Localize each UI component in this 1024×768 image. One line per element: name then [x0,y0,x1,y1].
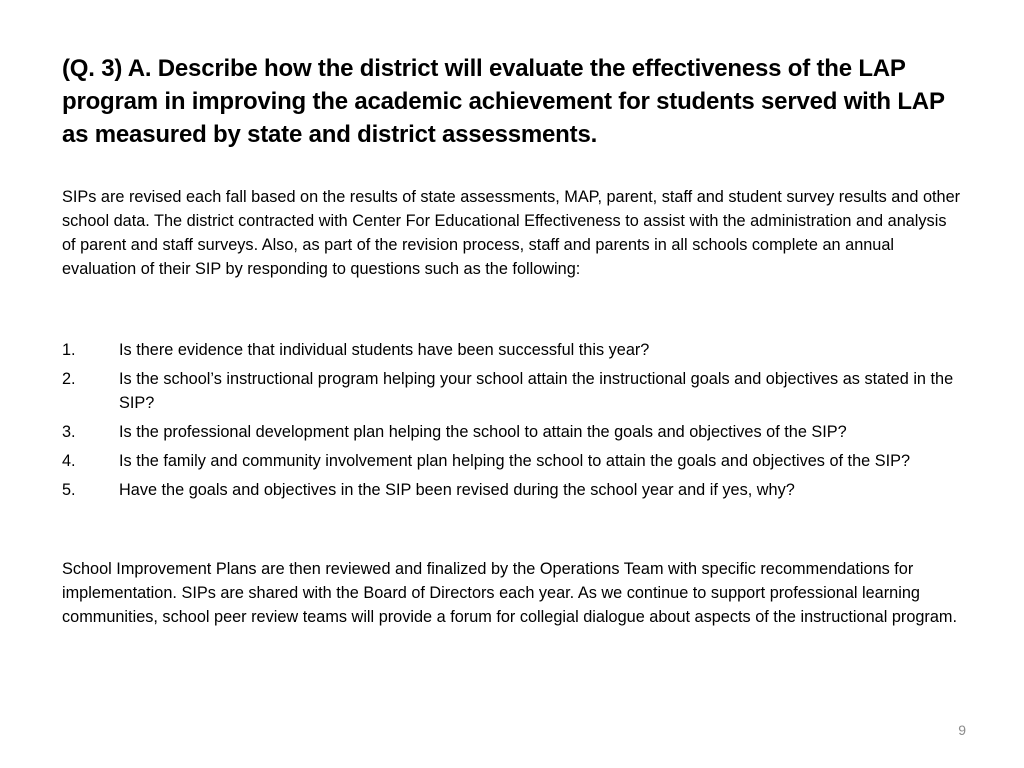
question-list [62,338,962,507]
list-item [62,367,962,415]
list-item-text: Have the goals and objectives in the SIP been revised during the school year and if yes, why? [119,481,795,499]
closing-paragraph: School Improvement Plans are then reviewed and finalized by the Operations Team with specific recommendations for implementation. SIPs are shared with the Board of Directors each year. As we continue to support professional learning communities, school peer review teams will provide a forum for collegial dialogue about aspects of the instructional program. [62,560,957,626]
list-item-number: 5. [62,481,76,499]
page-number: 9 [958,722,966,738]
list-item-text: Is the school’s instructional program helping your school attain the instructional goals and objectives as stated in the SIP? [119,370,954,412]
list-item [62,338,962,362]
list-item-text: Is the professional development plan helping the school to attain the goals and objectives of the SIP? [119,423,847,441]
list-item-number: 4. [62,452,76,470]
list-item-number: 3. [62,423,76,441]
list-item-text: Is there evidence that individual students have been successful this year? [119,341,650,359]
list-item-text: Is the family and community involvement plan helping the school to attain the goals and objectives of the SIP? [119,452,911,470]
list-item-number: 1. [62,341,76,359]
list-item-number: 2. [62,370,76,388]
list-item [62,420,962,444]
intro-paragraph: SIPs are revised each fall based on the results of state assessments, MAP, parent, staff and student survey results and other school data. The district contracted with Center For Educational Effectiveness to assist with the administration and analysis of parent and staff surveys. Also, as part of the revision process, staff and parents in all schools complete an annual evaluation of their SIP by responding to questions such as the following: [62,188,961,278]
slide-title: (Q. 3) A. Describe how the district will evaluate the effectiveness of the LAP program in improving the academic achievement for students served with LAP as measured by state and district assessments. [62,55,945,148]
list-item [62,449,962,473]
list-item [62,478,962,502]
